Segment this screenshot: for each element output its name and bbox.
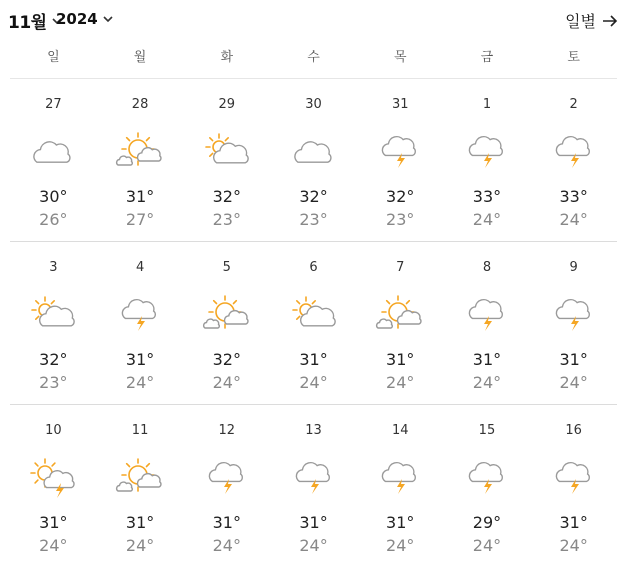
sun-with-clouds-icon [114, 455, 166, 499]
day-cell[interactable] [10, 242, 97, 404]
weekday-header-row [10, 44, 617, 79]
day-cell[interactable] [530, 242, 617, 404]
day-number: 4 [135, 260, 145, 275]
low-temp: 23° [299, 210, 328, 229]
year-label: 2024 [56, 10, 98, 28]
low-temp: 24° [212, 373, 241, 392]
day-number: 27 [45, 97, 62, 112]
day-number: 31 [391, 97, 409, 112]
day-cell[interactable] [97, 79, 184, 241]
partly-cloudy-icon [288, 292, 340, 336]
day-number: 9 [569, 260, 578, 275]
thunderstorm-icon [461, 292, 513, 336]
low-temp: 24° [299, 536, 328, 555]
cloud-icon [27, 129, 79, 173]
low-temp: 24° [472, 536, 502, 555]
arrow-right-icon [602, 14, 618, 28]
daily-view-link[interactable] [565, 9, 618, 32]
month-selector[interactable] [8, 8, 63, 33]
sun-with-clouds-icon [201, 292, 253, 336]
weekday-label: 월 [133, 50, 147, 65]
high-temp: 31° [559, 350, 588, 369]
weekday-label: 일 [47, 50, 60, 65]
day-number: 11 [131, 423, 149, 438]
day-number: 5 [222, 260, 231, 275]
day-cell[interactable] [183, 405, 270, 567]
high-temp: 31° [125, 187, 155, 206]
high-temp: 32° [299, 187, 328, 206]
high-temp: 32° [212, 350, 241, 369]
cloud-icon [288, 129, 340, 173]
day-cell[interactable] [10, 79, 97, 241]
thunderstorm-icon [548, 292, 600, 336]
day-cell[interactable] [270, 405, 357, 567]
day-cell[interactable] [97, 242, 184, 404]
high-temp: 32° [212, 187, 241, 206]
thunderstorm-icon [374, 129, 426, 173]
day-cell[interactable] [357, 405, 444, 567]
high-temp: 33° [559, 187, 588, 206]
high-temp: 31° [472, 350, 502, 369]
day-cell[interactable] [270, 242, 357, 404]
day-number: 2 [569, 97, 578, 112]
high-temp: 30° [39, 187, 68, 206]
day-number: 15 [478, 423, 496, 438]
low-temp: 24° [299, 373, 328, 392]
low-temp: 24° [559, 373, 588, 392]
year-selector[interactable] [56, 10, 114, 28]
day-cell[interactable] [444, 242, 531, 404]
low-temp: 24° [386, 536, 415, 555]
high-temp: 32° [386, 187, 415, 206]
day-cell[interactable] [357, 242, 444, 404]
high-temp: 31° [386, 513, 415, 532]
calendar-header [0, 0, 628, 38]
weekday-label: 수 [307, 50, 320, 65]
weekday-label: 목 [393, 50, 407, 65]
week-row [10, 242, 617, 405]
day-number: 14 [391, 423, 409, 438]
day-cell[interactable] [357, 79, 444, 241]
high-temp: 31° [125, 350, 155, 369]
high-temp: 31° [299, 513, 328, 532]
partly-cloudy-icon [201, 129, 253, 173]
high-temp: 32° [39, 350, 68, 369]
day-number: 7 [396, 260, 405, 275]
weekday-label: 화 [220, 50, 234, 65]
high-temp: 31° [125, 513, 155, 532]
day-number: 6 [309, 260, 318, 275]
day-number: 28 [131, 97, 149, 112]
calendar-grid [10, 79, 617, 567]
low-temp: 24° [559, 210, 588, 229]
sun-with-clouds-icon [374, 292, 426, 336]
day-number: 10 [45, 423, 62, 438]
high-temp: 33° [472, 187, 502, 206]
day-cell[interactable] [444, 405, 531, 567]
thunderstorm-icon [461, 129, 513, 173]
low-temp: 24° [386, 373, 415, 392]
low-temp: 24° [125, 536, 155, 555]
low-temp: 24° [472, 210, 502, 229]
thunderstorm-icon [461, 455, 513, 499]
day-number: 1 [482, 97, 492, 112]
day-number: 16 [565, 423, 582, 438]
high-temp: 31° [386, 350, 415, 369]
low-temp: 23° [39, 373, 68, 392]
week-row [10, 79, 617, 242]
high-temp: 31° [299, 350, 328, 369]
low-temp: 24° [472, 373, 502, 392]
high-temp: 31° [559, 513, 588, 532]
weekday-label: 금 [480, 50, 494, 65]
thunderstorm-icon [288, 455, 340, 499]
day-cell[interactable] [97, 405, 184, 567]
day-cell[interactable] [10, 405, 97, 567]
day-number: 30 [305, 97, 322, 112]
day-number: 8 [482, 260, 492, 275]
low-temp: 23° [386, 210, 415, 229]
thunderstorm-icon [201, 455, 253, 499]
sun-thunderstorm-icon [27, 455, 79, 499]
thunderstorm-icon [374, 455, 426, 499]
low-temp: 24° [125, 373, 155, 392]
day-number: 12 [218, 423, 236, 438]
weekday-label: 토 [567, 50, 580, 65]
low-temp: 26° [39, 210, 68, 229]
low-temp: 27° [125, 210, 155, 229]
day-number: 29 [218, 97, 236, 112]
thunderstorm-icon [548, 129, 600, 173]
month-label: 11월 [8, 13, 47, 33]
low-temp: 23° [212, 210, 241, 229]
thunderstorm-icon [548, 455, 600, 499]
high-temp: 29° [472, 513, 502, 532]
day-number: 13 [305, 423, 322, 438]
thunderstorm-icon [114, 292, 166, 336]
day-cell[interactable] [444, 79, 531, 241]
low-temp: 24° [212, 536, 241, 555]
low-temp: 24° [559, 536, 588, 555]
chevron-down-icon [102, 13, 114, 25]
day-cell[interactable] [530, 405, 617, 567]
high-temp: 31° [212, 513, 241, 532]
low-temp: 24° [39, 536, 68, 555]
day-number: 3 [49, 260, 58, 275]
partly-cloudy-icon [27, 292, 79, 336]
day-cell[interactable] [270, 79, 357, 241]
week-row [10, 405, 617, 567]
high-temp: 31° [39, 513, 68, 532]
day-cell[interactable] [530, 79, 617, 241]
day-cell[interactable] [183, 79, 270, 241]
day-cell[interactable] [183, 242, 270, 404]
daily-view-label: 일별 [565, 12, 596, 31]
sun-with-clouds-icon [114, 129, 166, 173]
